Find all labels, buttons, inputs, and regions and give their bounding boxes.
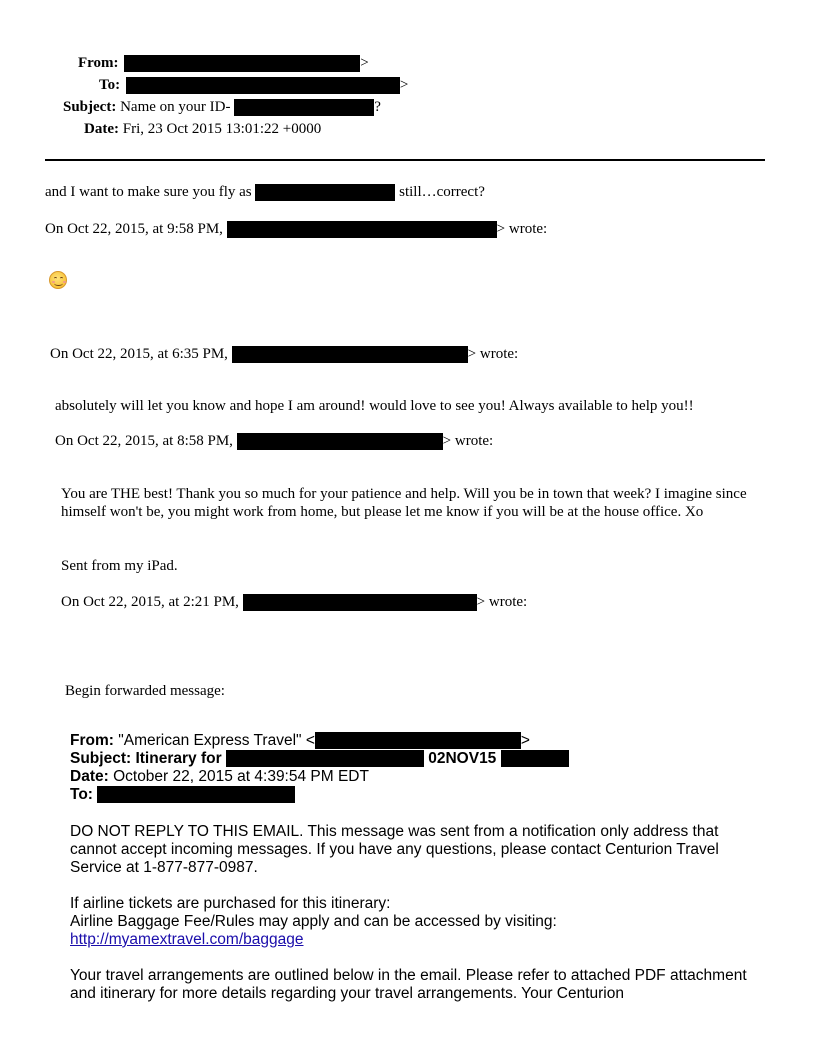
quote1-pre: On Oct 22, 2015, at 9:58 PM, bbox=[45, 221, 223, 237]
quote-header-1 bbox=[45, 220, 547, 238]
header-subject-row bbox=[63, 98, 381, 116]
fwd-to-row bbox=[70, 786, 295, 804]
fwd-para-3: Your travel arrangements are outlined below in the email. Please refer to attached PDF attachment and itinerary for more details regarding your travel arrangements. Your Centurion bbox=[70, 967, 747, 1002]
header-to-suffix: > bbox=[399, 77, 409, 93]
header-from-label: From: bbox=[78, 55, 119, 71]
fwd-from-suffix: > bbox=[520, 732, 530, 749]
baggage-link[interactable]: http://myamextravel.com/baggage bbox=[70, 931, 304, 948]
redacted-quote3-sender bbox=[237, 433, 443, 450]
quote-header-2 bbox=[50, 345, 518, 363]
header-from-row bbox=[78, 54, 369, 72]
fwd-from-label: From: bbox=[70, 732, 114, 749]
quote-header-4 bbox=[61, 593, 527, 611]
fwd-from-value: "American Express Travel" < bbox=[118, 732, 315, 749]
header-to-row bbox=[99, 76, 408, 94]
redacted-fwd-to bbox=[97, 786, 295, 803]
fwd-subject-label: Subject: bbox=[70, 750, 132, 767]
header-subject-label: Subject: bbox=[63, 99, 117, 115]
redacted-to bbox=[126, 77, 400, 94]
quote4-pre: On Oct 22, 2015, at 2:21 PM, bbox=[61, 594, 239, 610]
header-from-suffix: > bbox=[360, 55, 369, 71]
body-line1 bbox=[45, 183, 485, 201]
fwd-para-2-line1: If airline tickets are purchased for this itinerary: bbox=[70, 895, 391, 912]
redacted-fwd-subject-2 bbox=[501, 750, 569, 767]
header-to-label: To: bbox=[99, 77, 121, 93]
forwarded-label: Begin forwarded message: bbox=[65, 683, 225, 699]
body-line1-post: still…correct? bbox=[399, 184, 485, 200]
baggage-link-row bbox=[70, 931, 303, 949]
fwd-para-2-line2: Airline Baggage Fee/Rules may apply and can be accessed by visiting: bbox=[70, 913, 557, 930]
redacted-name bbox=[255, 184, 395, 201]
quote2-post: > wrote: bbox=[467, 346, 519, 362]
quote1-post: > wrote: bbox=[496, 221, 548, 237]
redacted-fwd-from bbox=[315, 732, 521, 749]
fwd-from-row bbox=[70, 732, 530, 750]
quote4-post: > wrote: bbox=[476, 594, 528, 610]
redacted-subject bbox=[234, 99, 374, 116]
redacted-quote2-sender bbox=[232, 346, 468, 363]
header-date-value: Fri, 23 Oct 2015 13:01:22 +0000 bbox=[122, 121, 322, 137]
smiling-face-icon bbox=[49, 271, 67, 289]
fwd-to-label: To: bbox=[70, 786, 93, 803]
redacted-quote1-sender bbox=[227, 221, 497, 238]
redacted-from bbox=[124, 55, 360, 72]
quote3-post: > wrote: bbox=[442, 433, 494, 449]
redacted-fwd-subject bbox=[226, 750, 424, 767]
fwd-date-label: Date: bbox=[70, 768, 109, 785]
fwd-subject-value: Itinerary for bbox=[135, 750, 222, 767]
reply-2: absolutely will let you know and hope I am around! would love to see you! Always available to help you!! bbox=[55, 398, 694, 414]
header-subject-suffix: ? bbox=[374, 99, 381, 115]
quote-header-3 bbox=[55, 432, 493, 450]
body-line1-pre: and I want to make sure you fly as bbox=[45, 184, 252, 200]
redacted-quote4-sender bbox=[243, 594, 477, 611]
reply-3: You are THE best! Thank you so much for your patience and help. Will you be in town that week? I imagine since himself won't be, you might work from home, but please let me know if you will be at the house office. Xo bbox=[61, 486, 747, 520]
header-date-label: Date: bbox=[84, 121, 119, 137]
fwd-date-row bbox=[70, 768, 369, 786]
fwd-date-value: October 22, 2015 at 4:39:54 PM EDT bbox=[113, 768, 369, 785]
fwd-subject-code: 02NOV15 bbox=[428, 750, 497, 767]
fwd-para-1: DO NOT REPLY TO THIS EMAIL. This message was sent from a notification only address that cannot accept incoming messages. If you have any questions, please contact Centurion Travel Service at 1-877-877-0987. bbox=[70, 823, 719, 876]
quote3-pre: On Oct 22, 2015, at 8:58 PM, bbox=[55, 433, 233, 449]
header-divider bbox=[45, 159, 765, 161]
fwd-subject-row bbox=[70, 750, 569, 768]
sent-from: Sent from my iPad. bbox=[61, 558, 178, 574]
quote2-pre: On Oct 22, 2015, at 6:35 PM, bbox=[50, 346, 228, 362]
header-date-row bbox=[84, 120, 321, 138]
header-subject-text: Name on your ID- bbox=[120, 99, 231, 115]
